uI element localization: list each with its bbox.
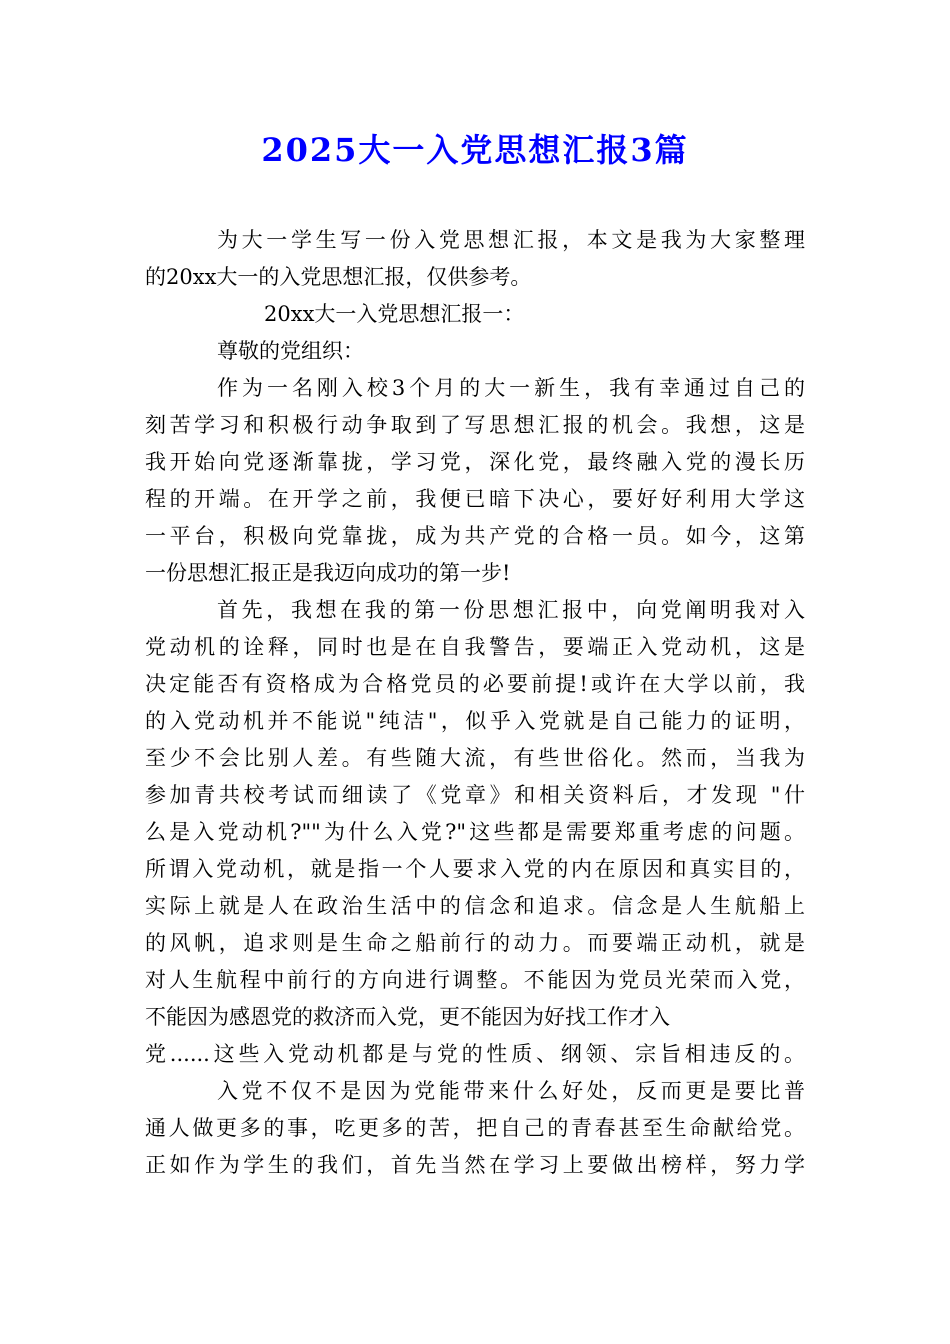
paragraph-line: 首先，我想在我的第一份思想汇报中，向党阐明我对入: [217, 598, 805, 622]
paragraph-line: 不能因为感恩党的救济而入党，更不能因为好找工作才入: [145, 1005, 670, 1029]
paragraph-line: 我开始向党逐渐靠拢，学习党，深化党，最终融入党的漫长历: [145, 450, 805, 474]
salutation: 尊敬的党组织：: [217, 339, 364, 363]
document-body: [145, 222, 805, 1184]
paragraph-line: 所谓入党动机，就是指一个人要求入党的内在原因和真实目的，: [145, 857, 805, 881]
paragraph-line: 作为一名刚入校3个月的大一新生，我有幸通过自己的: [217, 376, 805, 400]
document-title: 2025大一入党思想汇报3篇: [261, 131, 689, 169]
paragraph-line: 的风帆，追求则是生命之船前行的动力。而要端正动机，就是: [145, 931, 805, 955]
paragraph-line: 党动机的诠释，同时也是在自我警告，要端正入党动机，这是: [145, 635, 805, 659]
paragraph-line: 对人生航程中前行的方向进行调整。不能因为党员光荣而入党，: [145, 968, 805, 992]
paragraph-line: 刻苦学习和积极行动争取到了写思想汇报的机会。我想，这是: [145, 413, 805, 437]
paragraph-line: 通人做更多的事，吃更多的苦，把自己的青春甚至生命献给党。: [145, 1116, 805, 1140]
paragraph-line: 决定能否有资格成为合格党员的必要前提!或许在大学以前，我: [145, 672, 805, 696]
paragraph-line: 程的开端。在开学之前，我便已暗下决心，要好好利用大学这: [145, 487, 805, 511]
paragraph-line: 一平台，积极向党靠拢，成为共产党的合格一员。如今，这第: [145, 524, 805, 548]
paragraph-line: 为大一学生写一份入党思想汇报，本文是我为大家整理: [217, 228, 805, 252]
paragraph-line: 入党不仅不是因为党能带来什么好处，反而更是要比普: [217, 1079, 805, 1103]
paragraph-line: 一份思想汇报正是我迈向成功的第一步!: [145, 561, 511, 585]
paragraph-line: 的20xx大一的入党思想汇报，仅供参考。: [145, 265, 532, 289]
paragraph-line: 的入党动机并不能说"纯洁"，似乎入党就是自己能力的证明，: [145, 709, 805, 733]
paragraph-line: 党......这些入党动机都是与党的性质、纲领、宗旨相违反的。: [145, 1042, 805, 1066]
section-heading: 20xx大一入党思想汇报一：: [264, 302, 525, 326]
paragraph-line: 正如作为学生的我们，首先当然在学习上要做出榜样，努力学: [145, 1153, 805, 1177]
paragraph-line: 参加青共校考试而细读了《党章》和相关资料后，才发现 "什: [145, 783, 805, 807]
paragraph-line: 实际上就是人在政治生活中的信念和追求。信念是人生航船上: [145, 894, 805, 918]
paragraph-line: 至少不会比别人差。有些随大流，有些世俗化。然而，当我为: [145, 746, 805, 770]
paragraph-line: 么是入党动机?""为什么入党?"这些都是需要郑重考虑的问题。: [145, 820, 805, 844]
